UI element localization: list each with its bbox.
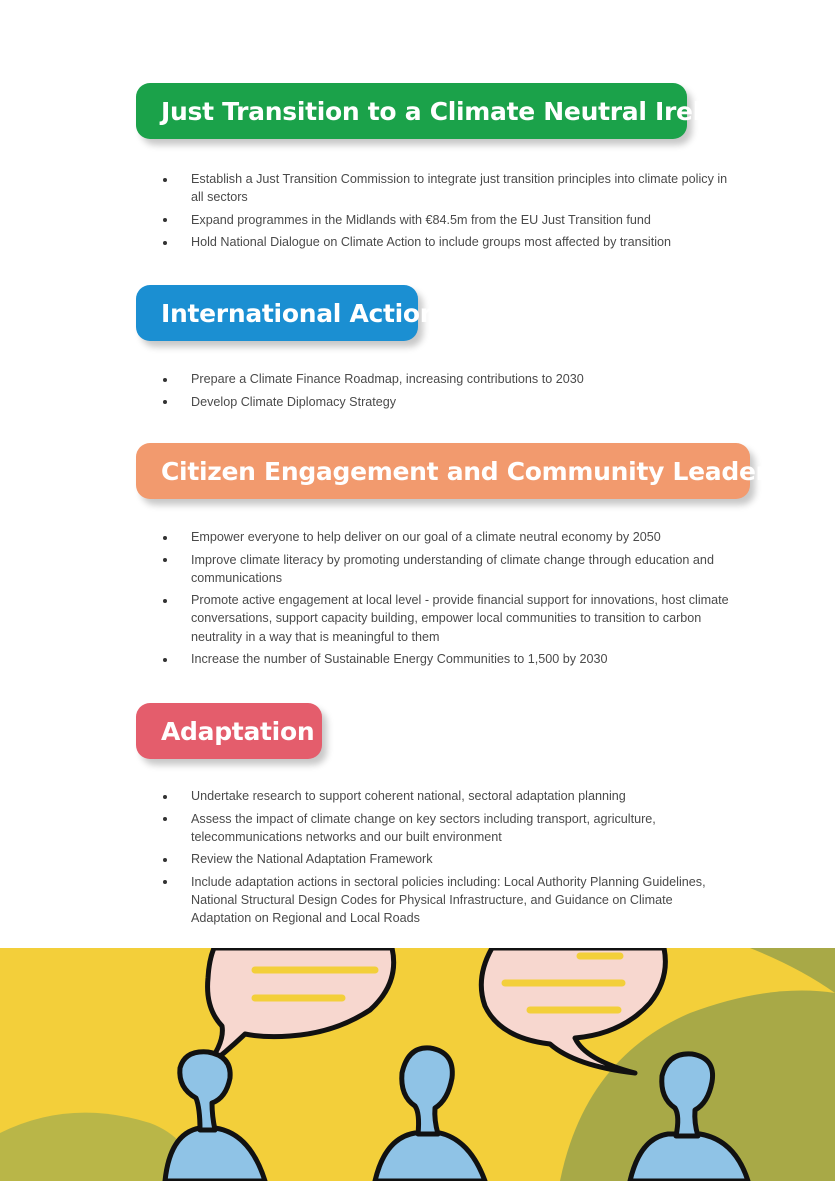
- conversation-illustration: [0, 948, 835, 1181]
- bullet-list-international-action: [160, 370, 735, 415]
- bullet-list-citizen-engagement: [160, 528, 735, 673]
- list-item: Develop Climate Diplomacy Strategy: [160, 393, 735, 411]
- section-header-just-transition: Just Transition to a Climate Neutral Ireland: [136, 83, 687, 139]
- list-item: Increase the number of Sustainable Energy Communities to 1,500 by 2030: [160, 650, 735, 668]
- list-item: Improve climate literacy by promoting understanding of climate change through education and communications: [160, 551, 735, 587]
- list-item: Promote active engagement at local level - provide financial support for innovations, host climate conversations, support capacity building, empower local communities to transition to carbon neutrality in a way that is meaningful to them: [160, 591, 735, 646]
- section-header-citizen-engagement: Citizen Engagement and Community Leadership: [136, 443, 750, 499]
- list-item: Establish a Just Transition Commission to integrate just transition principles into climate policy in all sectors: [160, 170, 735, 206]
- list-item: Include adaptation actions in sectoral policies including: Local Authority Planning Guidelines, National Structural Design Codes for Physical Infrastructure, and Guidance on Climate Adaptation on Regional and Local Roads: [160, 873, 735, 928]
- section-header-international-action: International Action: [136, 285, 418, 341]
- list-item: Hold National Dialogue on Climate Action to include groups most affected by transition: [160, 233, 735, 251]
- list-item: Assess the impact of climate change on key sectors including transport, agriculture, telecommunications networks and our built environment: [160, 810, 735, 846]
- list-item: Undertake research to support coherent national, sectoral adaptation planning: [160, 787, 735, 805]
- list-item: Prepare a Climate Finance Roadmap, increasing contributions to 2030: [160, 370, 735, 388]
- bullet-list-just-transition: [160, 170, 735, 256]
- list-item: Review the National Adaptation Framework: [160, 850, 735, 868]
- bullet-list-adaptation: [160, 787, 735, 932]
- list-item: Expand programmes in the Midlands with €84.5m from the EU Just Transition fund: [160, 211, 735, 229]
- list-item: Empower everyone to help deliver on our goal of a climate neutral economy by 2050: [160, 528, 735, 546]
- section-header-adaptation: Adaptation: [136, 703, 322, 759]
